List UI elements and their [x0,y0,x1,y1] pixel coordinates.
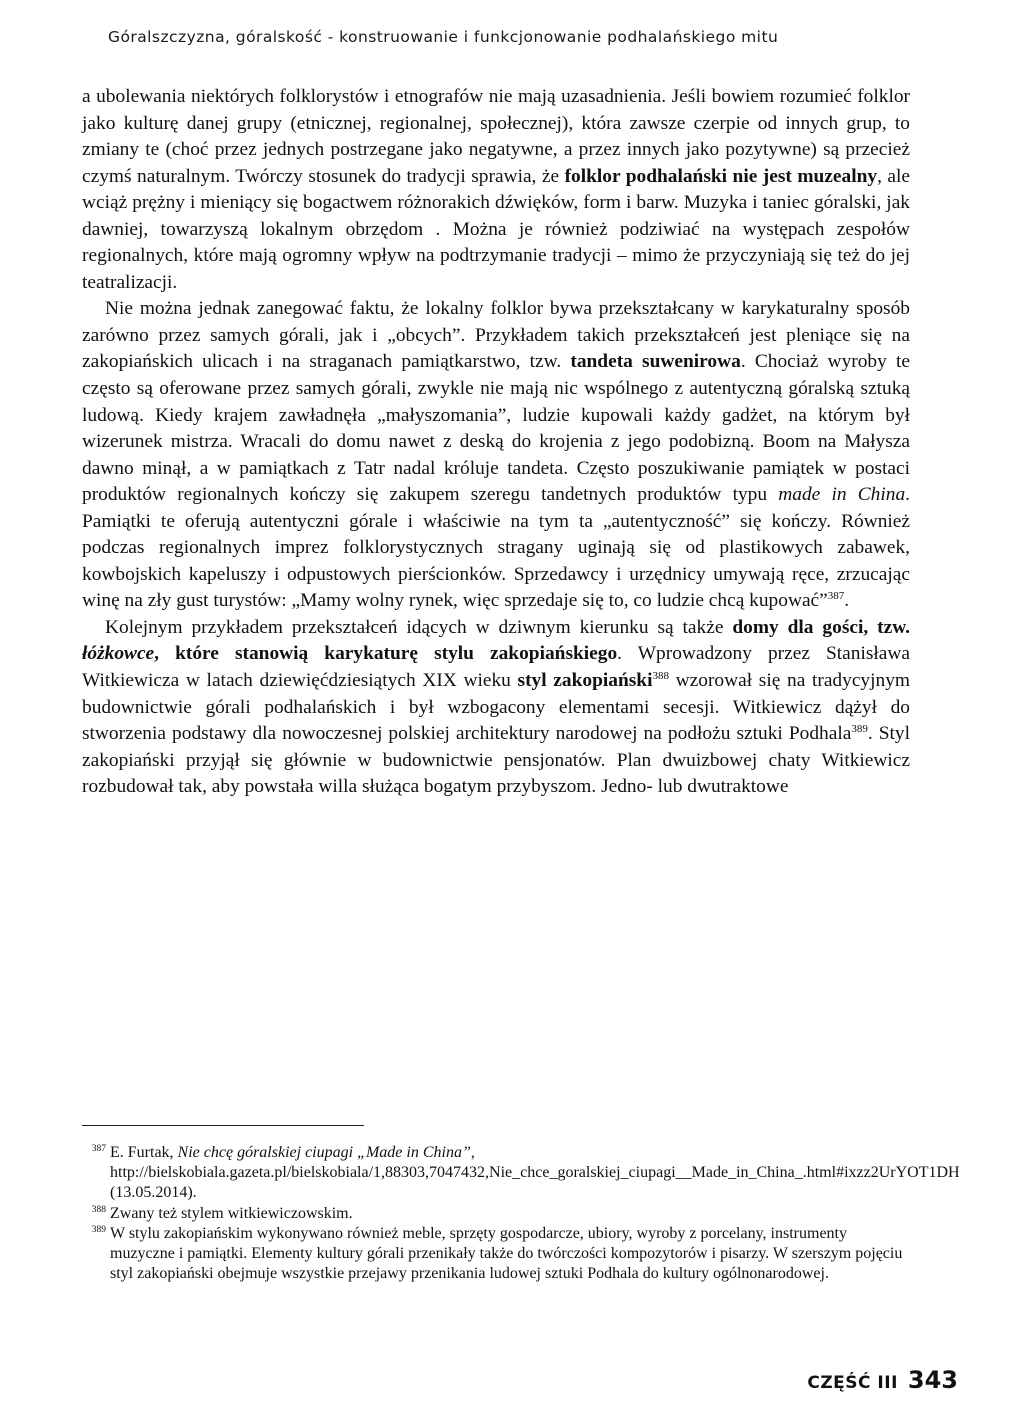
text-run: Nie można jednak zanegować faktu, że lokalny folklor bywa przekształcany w karykaturalny sposób zarówno przez samych górali, jak i „obcych”. Przykładem takich przekształceń jest pleniące się na zakopiańskich ulicach i na straganach pamiątkarstwo, tzw. [82,298,910,373]
footnote-reference: 387 [827,590,845,603]
text-run: W stylu zakopiańskim wykonywano również meble, sprzęty gospodarcze, ubiory, wyroby z porcelany, instrumenty muzyczne i pamiątki. Elementy kultury górali przenikały także do twórczości kompozytorów i pisarzy. W szerszym pojęciu styl zakopiański obejmuje wszystkie przejawy przenikania ludowej sztuki Podhala do kultury ogólnonarodowej. [110,1224,903,1283]
text-run: . Chociaż wyroby te często są oferowane przez samych górali, zwykle nie mają nic wspólnego z autentyczną góralską sztuką ludową. Kiedy krajem zawładnęła „małyszomania”, ludzie kupowali każdy gadżet, na którym był wizerunek mistrza. Wracali do domu nawet z deską do krojenia z jego podobizną. Boom na Małysza dawno minął, a w pamiątkach z Tatr nadal króluje tandeta. Często poszukiwanie pamiątek w postaci produktów regionalnych kończy się zakupem szeregu tandetnych produktów typu [82,351,910,506]
paragraph [82,296,910,615]
part-label: CZĘŚĆ III [807,1373,898,1393]
text-run: . Pamiątki te oferują autentyczni górale i właściwie na tym ta „autentyczność” się kończy. Również podczas regionalnych imprez folklorystycznych stragany uginają się od plastikowych zabawek, kowbojskich kapeluszy i odpustowych pierścionków. Sprzedawcy i urzędnicy umywają ręce, zrzucając winę na zły gust turystów: „Mamy wolny rynek, więc sprzedaje się to, co ludzie chcą kupować” [82,484,910,612]
footnote-text [110,1144,960,1201]
footnote-number: 387 [91,1144,106,1154]
footnote [82,1224,910,1285]
page-footer [807,1366,958,1394]
footnote [82,1143,960,1204]
footnote-text [110,1205,353,1222]
text-run: . [844,590,850,612]
paragraph [82,615,910,801]
text-run: Kolejnym przykładem przekształceń idących w dziwnym kierunku są także [105,616,733,638]
text-run: E. Furtak, [110,1144,178,1161]
footnote-reference: 389 [851,723,868,736]
italic-phrase: Nie chcę góralskiej ciupagi „Made in China” [177,1144,471,1161]
bold-phrase: , które stanowią karykaturę stylu zakopiańskiego [154,643,618,665]
footnote-reference: 388 [652,670,669,683]
text-run: , ale wciąż prężny i mieniący się bogactwem różnorakich dźwięków, form i barw. Muzyka i taniec góralski, jak dawniej, towarzyszą lokalnym obrzędom . Można je również podziwiać na występach zespołów regionalnych, które mają ogromny wpływ na podtrzymanie tradycji – mimo że przyczyniają się też do jej teatralizacji. [82,165,910,293]
text-run: Zwany też stylem witkiewiczowskim. [110,1204,353,1222]
bold-phrase: folklor podhalański nie jest muzealny [564,165,878,187]
italic-phrase: made in China [778,484,906,506]
running-header: Góralszczyzna, góralskość - konstruowanie i funkcjonowanie podhalańskiego mitu [108,28,779,46]
bold-italic-phrase: łóżkowce [82,643,155,665]
text-run: . Styl zakopiański przyjął się głównie w budownictwie pensjonatów. Plan dwuizbowej chaty Witkiewicz rozbudował tak, aby powstała willa służąca bogatym przybyszom. Jedno- lub dwutraktowe [82,723,910,798]
footnote [82,1204,910,1224]
text-run: . Wprowadzony przez Stanisława Witkiewicza w latach dziewięćdziesiątych XIX wieku [82,643,911,692]
main-text [82,84,910,801]
bold-phrase: domy dla gości, tzw. [732,616,910,638]
footnote-number: 388 [91,1204,106,1215]
page-number: 343 [907,1366,958,1394]
footnote-separator [82,1125,364,1126]
footnote-number: 389 [91,1224,106,1235]
footnote-text [110,1225,902,1282]
paragraph [82,84,910,296]
text-run: wzorował się na tradycyjnym budownictwie górali podhalańskich i był wzbogacony elementami secesji. Witkiewicz dążył do stworzenia podstawy dla nowoczesnej polskiej architektury narodowej na podłożu sztuki Podhala [82,670,910,745]
text-run: , http://bielskobiala.gazeta.pl/bielskobiala/1,88303,7047432,Nie_chce_goralskiej_ciupagi__Made_in_China_.html#ixzz2UrYOT1DH (13.05.2014). [110,1144,960,1202]
bold-phrase: tandeta suwenirowa [570,351,741,373]
text-run: a ubolewania niektórych folklorystów i etnografów nie mają uzasadnienia. Jeśli bowiem rozumieć folklor jako kulturę danej grupy (etnicznej, regionalnej, społecznej), która zawsze czerpie od innych grup, to zmiany te (choć przez jednych postrzegane jako negatywne, a przez innych jako pozytywne) są przecież czymś naturalnym. Twórczy stosunek do tradycji sprawia, że [82,86,910,187]
bold-phrase: styl zakopiański [517,670,653,692]
footnotes [82,1143,960,1284]
